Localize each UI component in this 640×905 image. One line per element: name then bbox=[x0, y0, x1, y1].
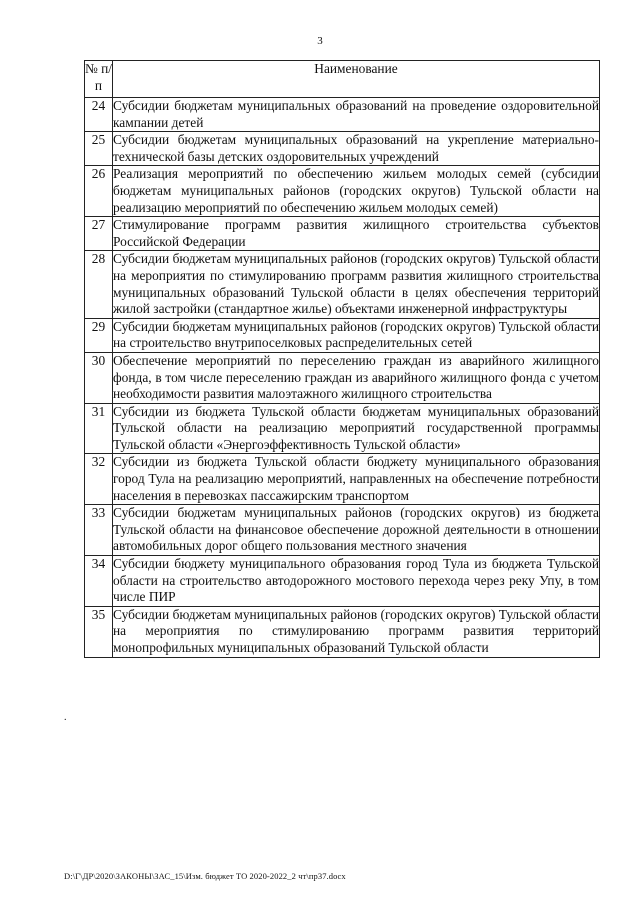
table-row bbox=[85, 403, 600, 454]
row-number: 29 bbox=[85, 318, 113, 352]
document-table bbox=[84, 60, 600, 658]
row-number: 34 bbox=[85, 556, 113, 607]
table-row bbox=[85, 251, 600, 318]
table-row bbox=[85, 166, 600, 217]
table-row bbox=[85, 606, 600, 657]
page-number: 3 bbox=[317, 35, 323, 47]
row-number: 25 bbox=[85, 132, 113, 166]
row-name: Реализация мероприятий по обеспечению жильем молодых семей (субсидии бюджетам муниципальных районов (городских округов) Тульской области на реализацию мероприятий по обеспечению жильем молодых семей) bbox=[113, 166, 600, 217]
row-name: Субсидии бюджетам муниципальных районов (городских округов) из бюджета Тульской области на финансовое обеспечение дорожной деятельности в отношении автомобильных дорог общего пользования местного значения bbox=[113, 505, 600, 556]
table-header-row bbox=[85, 61, 600, 98]
row-name: Субсидии бюджетам муниципальных районов (городских округов) Тульской области на мероприятия по стимулированию программ развития жилищного строительства муниципальных образований Тульской области в целях обеспечения территорий жилой застройки (стандартное жилье) объектами инженерной инфраструктуры bbox=[113, 251, 600, 318]
table-row bbox=[85, 505, 600, 556]
row-number: 33 bbox=[85, 505, 113, 556]
row-number: 27 bbox=[85, 217, 113, 251]
row-name: Субсидии бюджету муниципального образования город Тула из бюджета Тульской области на строительство автодорожного мостового перехода через реку Упу, в том числе ПИР bbox=[113, 556, 600, 607]
row-number: 28 bbox=[85, 251, 113, 318]
table-row bbox=[85, 132, 600, 166]
footer-file-path: D:\Г\ДР\2020\ЗАКОНЫ\ЗАС_15\Изм. бюджет ТО 2020-2022_2 чт\пр37.docx bbox=[64, 871, 346, 881]
stray-dot: . bbox=[64, 712, 67, 723]
row-number: 32 bbox=[85, 454, 113, 505]
header-number bbox=[85, 61, 113, 98]
row-name: Субсидии бюджетам муниципальных районов (городских округов) Тульской области на строительство внутрипоселковых распределительных сетей bbox=[113, 318, 600, 352]
row-number: 30 bbox=[85, 352, 113, 403]
table-row bbox=[85, 98, 600, 132]
header-name-label: Наименование bbox=[314, 61, 398, 76]
row-name: Субсидии из бюджета Тульской области бюджетам муниципальных образований Тульской области на реализацию мероприятий государственной программы Тульской области «Энергоэффективность Тульской области» bbox=[113, 403, 600, 454]
row-name: Субсидии бюджетам муниципальных образований на проведение оздоровительной кампании детей bbox=[113, 98, 600, 132]
row-name: Обеспечение мероприятий по переселению граждан из аварийного жилищного фонда, в том числе переселению граждан из аварийного жилищного фонда с учетом необходимости развития малоэтажного жилищного строительства bbox=[113, 352, 600, 403]
row-name: Субсидии бюджетам муниципальных районов (городских округов) Тульской области на мероприятия по стимулированию программ развития территорий монопрофильных муниципальных образований Тульской области bbox=[113, 606, 600, 657]
row-number: 31 bbox=[85, 403, 113, 454]
row-name: Стимулирование программ развития жилищного строительства субъектов Российской Федерации bbox=[113, 217, 600, 251]
table-row bbox=[85, 556, 600, 607]
table-row bbox=[85, 217, 600, 251]
row-number: 26 bbox=[85, 166, 113, 217]
header-number-label: № п/п bbox=[85, 61, 113, 93]
row-name: Субсидии из бюджета Тульской области бюджету муниципального образования город Тула на реализацию мероприятий, направленных на обеспечение потребности населения в перевозках пассажирским транспортом bbox=[113, 454, 600, 505]
table-row bbox=[85, 352, 600, 403]
row-number: 35 bbox=[85, 606, 113, 657]
row-number: 24 bbox=[85, 98, 113, 132]
header-name bbox=[113, 61, 600, 98]
row-name: Субсидии бюджетам муниципальных образований на укрепление материально-технической базы детских оздоровительных учреждений bbox=[113, 132, 600, 166]
table-row bbox=[85, 318, 600, 352]
table-row bbox=[85, 454, 600, 505]
